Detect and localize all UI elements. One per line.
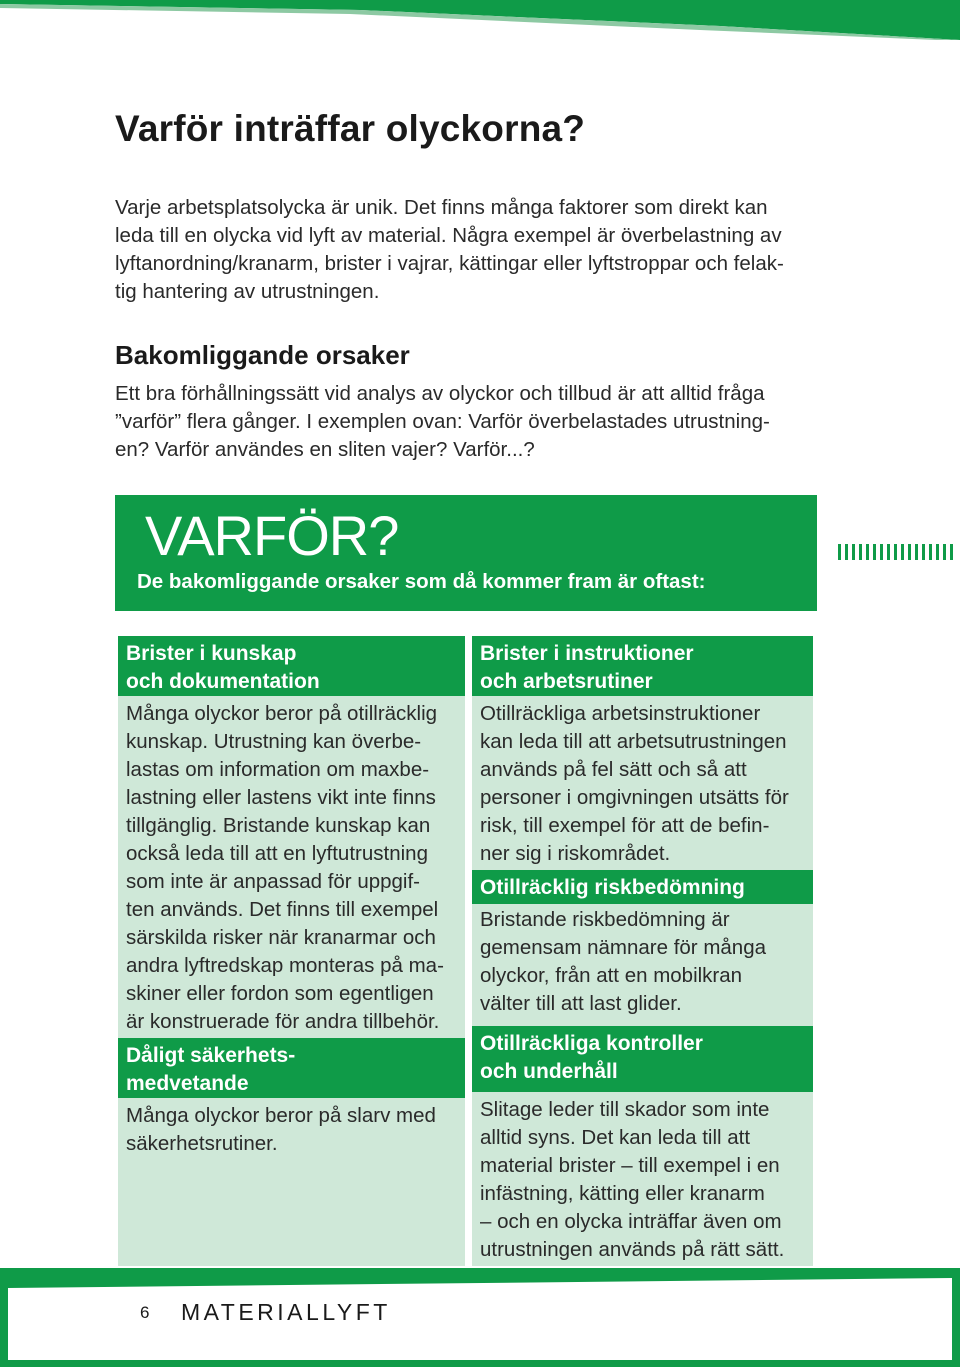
card-text-line: infästning, kätting eller kranarm — [480, 1182, 765, 1205]
footer-brand: MATERIALLYFT — [181, 1299, 391, 1325]
card-heading-risk-assessment — [472, 870, 813, 904]
card-heading-line: och underhåll — [480, 1060, 618, 1083]
card-heading-line: medvetande — [126, 1072, 249, 1095]
card-heading-line: Dåligt säkerhets- — [126, 1044, 296, 1067]
card-text-line: Bristande riskbedömning är — [480, 908, 730, 931]
card-heading-knowledge — [118, 636, 465, 696]
card-text-line: personer i omgivningen utsätts för — [480, 786, 789, 809]
card-text-line: Många olyckor beror på slarv med — [126, 1104, 436, 1127]
page-number: 6 — [140, 1303, 150, 1322]
card-text-line: olyckor, från att en mobilkran — [480, 964, 743, 987]
intro-line: tig hantering av utrustningen. — [115, 280, 380, 303]
card-heading-line: Otillräckliga kontroller — [480, 1032, 703, 1055]
card-heading-line: Otillräcklig riskbedömning — [480, 876, 745, 899]
card-text-line: ner sig i riskområdet. — [480, 842, 671, 865]
intro-line: Varje arbetsplatsolycka är unik. Det finns många faktorer som direkt kan — [115, 196, 768, 219]
card-text-instructions — [480, 700, 810, 868]
card-text-line: gemensam nämnare för många — [480, 936, 767, 959]
intro-paragraph — [115, 194, 835, 306]
card-text-risk-assessment — [480, 906, 810, 1018]
top-decorative-band — [0, 0, 960, 40]
card-text-line: utrustningen används på rätt sätt. — [480, 1238, 785, 1261]
card-heading-inspections — [472, 1026, 813, 1092]
card-text-line: Slitage leder till skador som inte — [480, 1098, 770, 1121]
varfor-subheading: De bakomliggande orsaker som då kommer fram är oftast: — [137, 570, 706, 593]
card-text-line: särskilda risker när kranarmar och — [126, 926, 436, 949]
card-text-line: lastning eller lastens vikt inte finns — [126, 786, 436, 809]
section-body — [115, 380, 835, 464]
section-line: en? Varför användes en sliten vajer? Varför...? — [115, 438, 535, 461]
section-line: ”varför” flera gånger. I exemplen ovan: Varför överbelastades utrustning- — [115, 410, 770, 433]
card-text-safety-awareness — [126, 1102, 461, 1158]
varfor-heading: VARFÖR? — [145, 504, 399, 567]
card-text-line: kunskap. Utrustning kan överbe- — [126, 730, 422, 753]
card-text-line: välter till att last glider. — [480, 992, 682, 1015]
section-line: Ett bra förhållningssätt vid analys av olyckor och tillbud är att alltid fråga — [115, 382, 765, 405]
card-text-line: material brister – till exempel i en — [480, 1154, 780, 1177]
card-heading-instructions — [472, 636, 813, 696]
card-text-line: som inte är anpassad för uppgif- — [126, 870, 420, 893]
card-text-line: säkerhetsrutiner. — [126, 1132, 278, 1155]
section-heading: Bakomliggande orsaker — [115, 340, 410, 370]
card-text-line: – och en olycka inträffar även om — [480, 1210, 782, 1233]
card-text-knowledge — [126, 700, 461, 1036]
card-text-inspections — [480, 1096, 810, 1264]
card-heading-safety-awareness — [118, 1038, 465, 1098]
card-text-line: risk, till exempel för att de befin- — [480, 814, 770, 837]
card-text-line: skiner eller fordon som egentligen — [126, 982, 434, 1005]
card-text-line: ten används. Det finns till exempel — [126, 898, 439, 921]
card-text-line: andra lyftredskap monteras på ma- — [126, 954, 444, 977]
card-text-line: är konstruerade för andra tillbehör. — [126, 1010, 440, 1033]
card-heading-line: Brister i instruktioner — [480, 642, 694, 665]
card-text-line: alltid syns. Det kan leda till att — [480, 1126, 751, 1149]
decorative-tick-marks — [838, 544, 956, 560]
card-text-line: tillgänglig. Bristande kunskap kan — [126, 814, 431, 837]
intro-line: lyftanordning/kranarm, brister i vajrar, kättingar eller lyftstroppar och felak- — [115, 252, 784, 275]
card-text-line: Otillräckliga arbetsinstruktioner — [480, 702, 761, 725]
card-heading-line: och arbetsrutiner — [480, 670, 653, 693]
card-heading-line: och dokumentation — [126, 670, 320, 693]
card-text-line: Många olyckor beror på otillräcklig — [126, 702, 438, 725]
intro-line: leda till en olycka vid lyft av material. Några exempel är överbelastning av — [115, 224, 782, 247]
card-text-line: också leda till att en lyftutrustning — [126, 842, 428, 865]
card-heading-line: Brister i kunskap — [126, 642, 297, 665]
page-title: Varför inträffar olyckorna? — [115, 108, 586, 149]
card-text-line: kan leda till att arbetsutrustningen — [480, 730, 787, 753]
card-text-line: används på fel sätt och så att — [480, 758, 747, 781]
card-text-line: lastas om information om maxbe- — [126, 758, 430, 781]
